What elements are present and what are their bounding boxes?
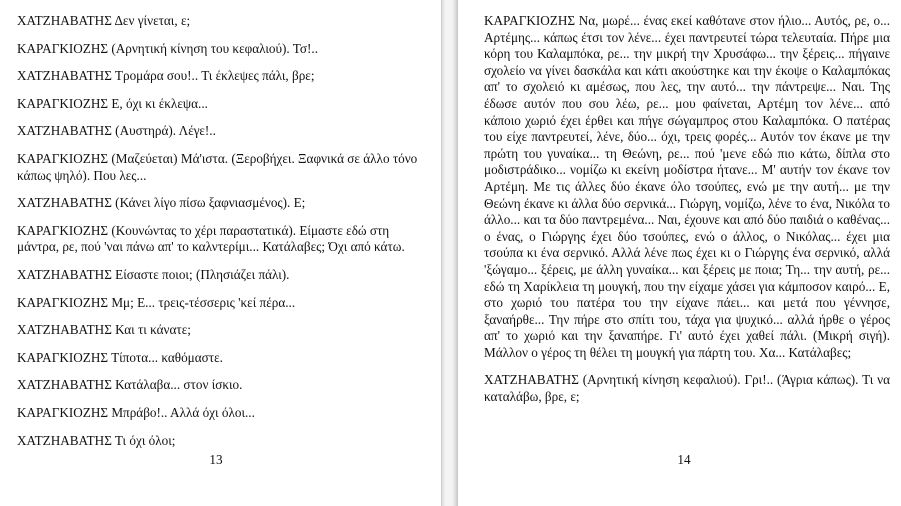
dialogue-line: ΧΑΤΖΗΑΒΑΤΗΣ Τρομάρα σου!.. Τι έκλεψες πάλι, βρε; bbox=[17, 68, 315, 84]
dialogue-line: ΚΑΡΑΓΚΙΟΖΗΣ Ε, όχι κι έκλεψα... bbox=[17, 95, 208, 111]
dialogue-line: ΚΑΡΑΓΚΙΟΖΗΣ Να, μωρέ... ένας εκεί καθότανε στον ήλιο... Αυτός, ρε, ο... Αρτέμης... κάπως έτσι τον λένε... έχει παντρευτεί τώρα τελευταία. Πήρε μια κόρη του Καλαμπόκα, ρε... την μικρή την Χρυσάφω... την ξέρεις... πήγαινε σχολείο να γίνει δασκάλα και κάτι ακούστηκε και την έκοψε ο Καλαμπόκας απ' το σχολειό κι αμέσως, που λες, την αυτό... την πάντρεψε... Ναι. Της έδωσε αυτόν που σου λέω, ρε... μου φαίνεται, Αρτέμη τον λένε... από κάποιο χωριό έχει έρθει και πήγε σώγαμπρος στου Καλαμπόκα. Ο πατέρας του είχε παντρευτεί, λένε, δύο... όχι, τρεις φορές... Αυτόν τον έκανε με την πρώτη του γυναίκα... τη Θεώνη, ρε... πού 'μενε εδώ πιο κάτω, δίπλα στο μοδιστράδικο... νομίζω κι εκείνη μοδίστρα ήτανε... Μ' αυτήν τον έκανε τον Αρτέμη. Με τις άλλες δύο έκανε όλο τσούπες, ενώ με την αυτή... με την Θεώνη έκανε κι άλλα δύο σερνικά... Γιώργη, νομίζω, λένε το ένα, Νικόλα το άλλο... και τα δύο παντρεμένα... Ναι, έχουνε και από δύο παιδιά ο καθένας... ο ένας, ο Γιώργης έχει δύο τσούπες, ενώ ο άλλος, ο Νικόλας... έχει μια τσούπα κι ένα σερνικό. Αλλά λένε πως έχει κι ο Γιώργης ένα σερνικό, αλλά 'ξώγαμο... ξέρεις, με άλλη γυναίκα... και ξέρεις με ποια; Τη... την αυτή, ρε... εδώ τη Χαρίκλεια τη μουγκή, που την είχαμε χάσει για κάμποσον καιρό... Ε, στο χωριό του πατέρα του την είχανε πάει... και μετά που γέννησε, ξαναήρθε... Την πήρε στο σπίτι του, τάχα για ψυχικό... αλλά ήρθε ο γέρος απ' το χωριό και την ξαναπήρε. Γι' αυτό έχει χαθεί πάλι. (Μικρή σιγή). Μάλλον ο γέρος τη θέλει τη μουγκή για πάρτη του. Χα... Κατάλαβες; bbox=[484, 13, 890, 360]
dialogue-line: ΧΑΤΖΗΑΒΑΤΗΣ (Αυστηρά). Λέγε!.. bbox=[17, 123, 216, 139]
left-page bbox=[0, 0, 441, 506]
dialogue-line: ΧΑΤΖΗΑΒΑΤΗΣ Κατάλαβα... στον ίσκιο. bbox=[17, 377, 243, 393]
dialogue-line: ΚΑΡΑΓΚΙΟΖΗΣ (Μαζεύεται) Μά'ιστα. (Ξεροβήχει. Ξαφνικά σε άλλο τόνο κάπως ψηλό). Που λες... bbox=[17, 150, 418, 183]
dialogue-line: ΚΑΡΑΓΚΙΟΖΗΣ (Αρνητική κίνηση του κεφαλιού). Τσ!.. bbox=[17, 40, 319, 56]
page-gutter bbox=[441, 0, 458, 506]
dialogue-line: ΧΑΤΖΗΑΒΑΤΗΣ Και τι κάνατε; bbox=[17, 322, 191, 338]
dialogue-line: ΧΑΤΖΗΑΒΑΤΗΣ Είσαστε ποιοι; (Πλησιάζει πάλι). bbox=[17, 266, 290, 282]
dialogue-line: ΧΑΤΖΗΑΒΑΤΗΣ Δεν γίνεται, ε; bbox=[17, 13, 191, 28]
dialogue-line: ΧΑΤΖΗΑΒΑΤΗΣ (Αρνητική κίνηση κεφαλιού). Γρι!.. (Άγρια κάπως). Τι να καταλάβω, βρε, ε; bbox=[484, 372, 890, 405]
dialogue-line: ΚΑΡΑΓΚΙΟΖΗΣ Μμ; Ε... τρεις-τέσσερις 'κεί πέρα... bbox=[17, 294, 296, 310]
dialogue-line: ΧΑΤΖΗΑΒΑΤΗΣ (Κάνει λίγο πίσω ξαφνιασμένος). Ε; bbox=[17, 195, 306, 211]
left-page-text bbox=[17, 13, 425, 460]
dialogue-line: ΚΑΡΑΓΚΙΟΖΗΣ Τίποτα... καθόμαστε. bbox=[17, 349, 223, 365]
dialogue-line: ΧΑΤΖΗΑΒΑΤΗΣ Τι όχι όλοι; bbox=[17, 432, 176, 448]
right-page bbox=[458, 0, 901, 506]
dialogue-line: ΚΑΡΑΓΚΙΟΖΗΣ Μπράβο!.. Αλλά όχι όλοι... bbox=[17, 404, 255, 420]
right-page-text bbox=[484, 13, 890, 417]
page-number-right: 14 bbox=[677, 452, 691, 467]
page-number-left: 13 bbox=[209, 452, 223, 467]
dialogue-line: ΚΑΡΑΓΚΙΟΖΗΣ (Κουνώντας το χέρι παραστατικά). Είμαστε εδώ στη μάντρα, ρε, πού 'ναι πάνω απ' το καλντερίμι... Κατάλαβες; Όχι από κάτω. bbox=[17, 222, 405, 255]
